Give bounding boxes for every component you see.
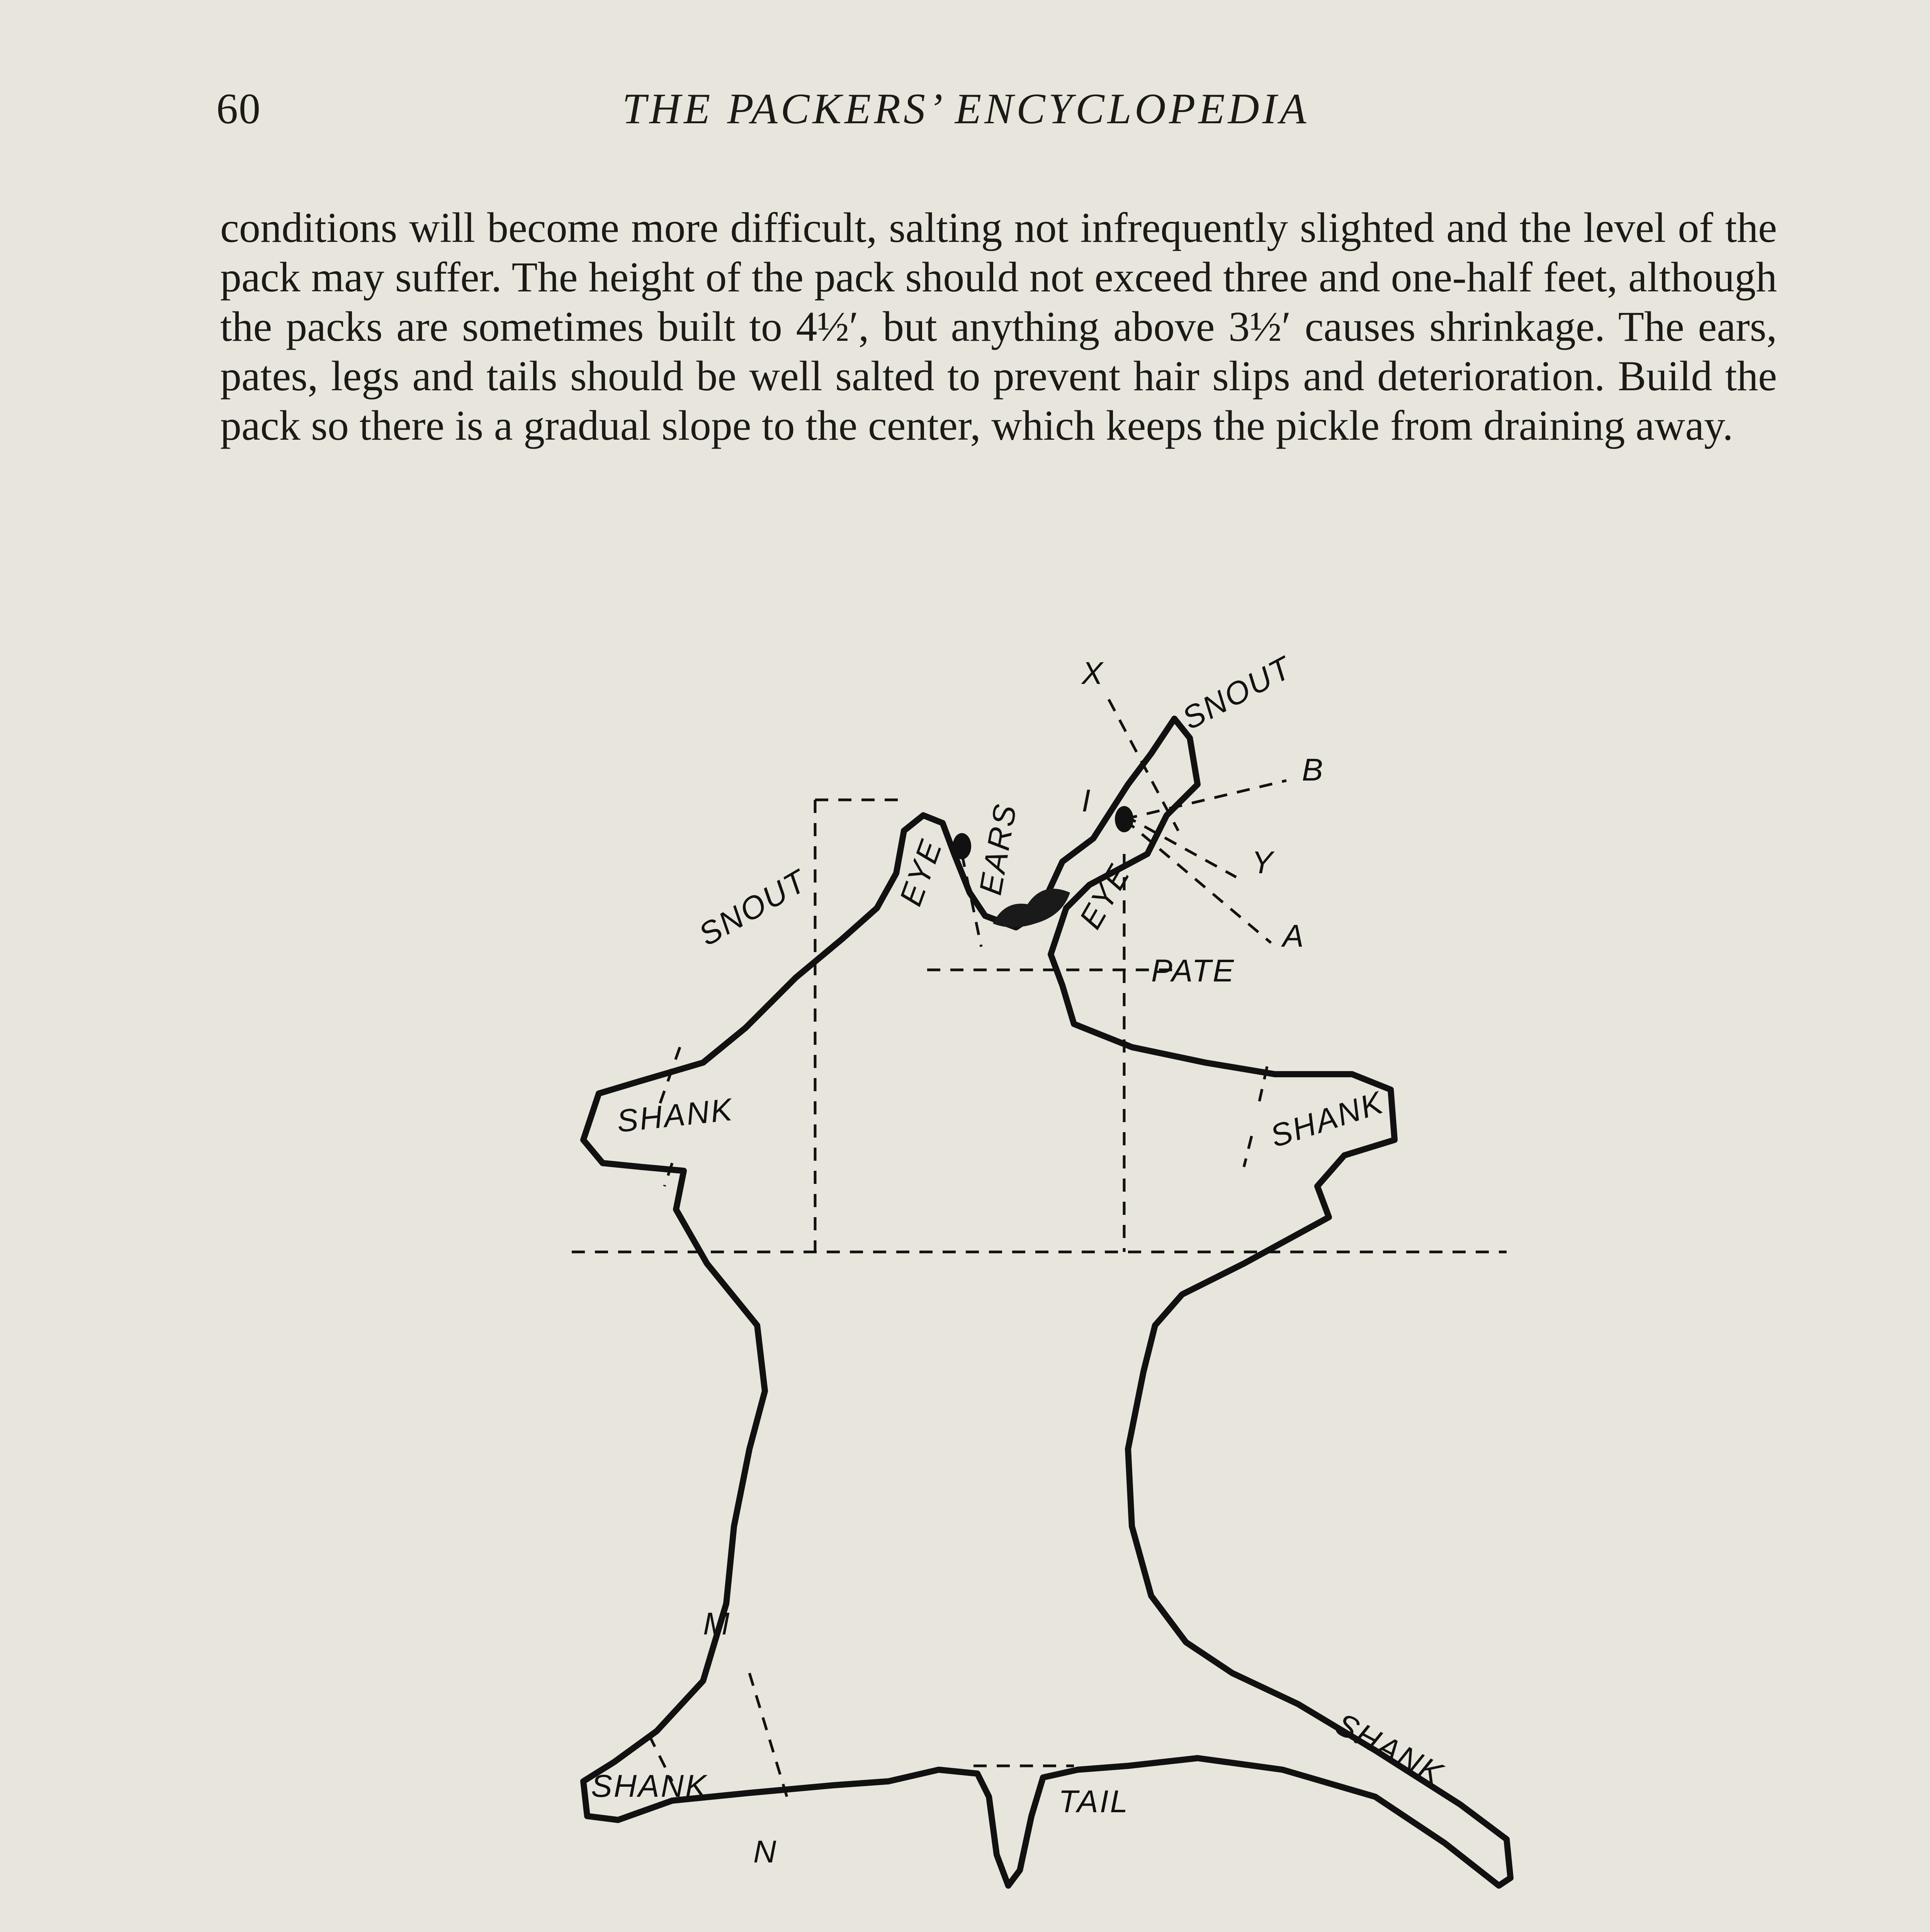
label-eye-right: EYE: [1072, 858, 1137, 935]
page-header: [216, 84, 1715, 146]
label-snout-left: SNOUT: [693, 863, 813, 953]
label-shank-right-fore: SHANK: [1266, 1085, 1388, 1155]
label-shank-left-fore: SHANK: [615, 1092, 735, 1139]
label-b: B: [1302, 752, 1325, 787]
label-x: X: [1082, 656, 1104, 691]
hide-layout-figure: [456, 638, 1561, 1928]
label-shank-right-hind: SHANK: [1329, 1706, 1449, 1792]
label-snout-right: SNOUT: [1176, 650, 1298, 736]
label-ears: EARS: [973, 800, 1024, 898]
page-number: 60: [216, 85, 261, 133]
running-head: THE PACKERS’ ENCYCLOPEDIA: [622, 85, 1310, 133]
label-i: I: [1082, 783, 1092, 818]
top-text-block: [220, 203, 1777, 450]
label-a: A: [1283, 918, 1305, 954]
label-eye-left: EYE: [893, 834, 950, 911]
label-tail: TAIL: [1058, 1784, 1130, 1819]
top-paragraph: conditions will become more difficult, salting not infrequently slighted and the level of the pack may suffer. The height of the pack should not exceed three and one-half feet, although the packs are sometimes built to 4½′, but anything above 3½′ causes shrinkage. The ears, pates, legs and tails should be well salted to prevent hair slips and deterioration. Build the pack so there is a gradual slope to the center, which keeps the pickle from draining away.: [220, 204, 1777, 449]
label-m: M: [703, 1606, 731, 1641]
label-pate: PATE: [1151, 953, 1235, 988]
label-shank-left-hind: SHANK: [591, 1769, 708, 1804]
label-y: Y: [1252, 845, 1274, 880]
label-n: N: [753, 1834, 778, 1869]
hide-diagram: [456, 638, 1561, 1928]
